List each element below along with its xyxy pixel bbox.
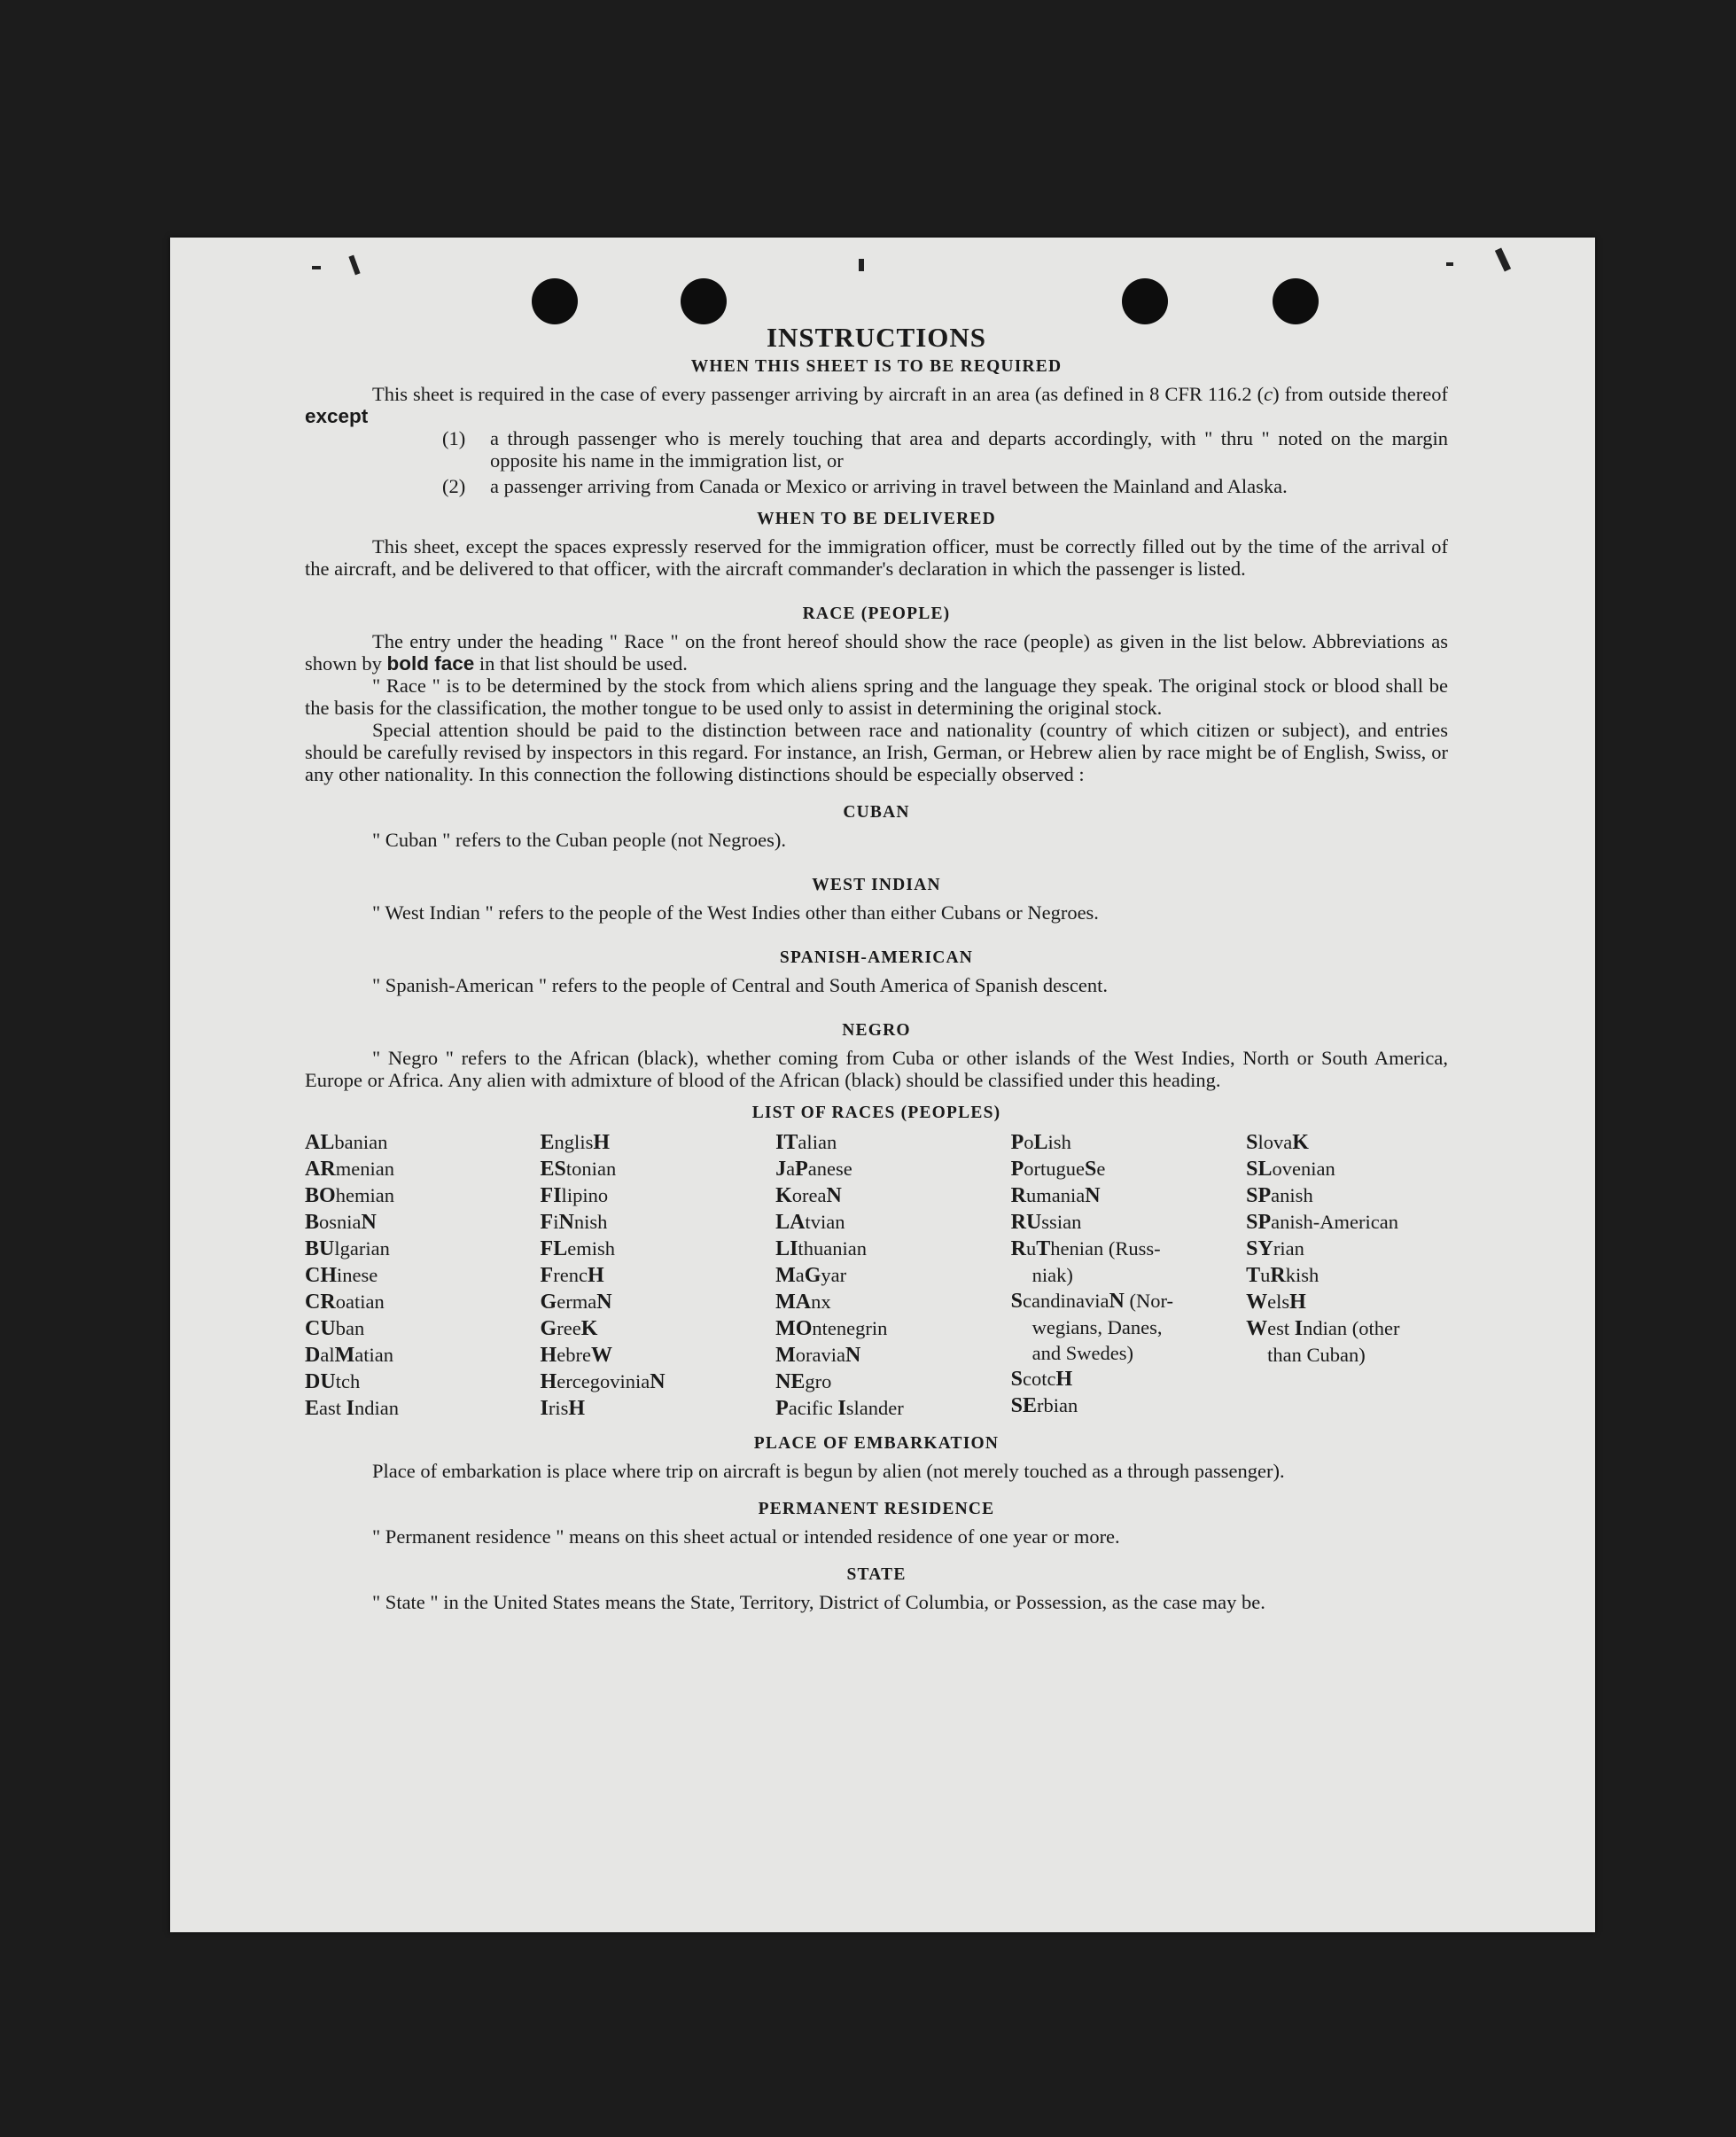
paragraph-race-3: Special attention should be paid to the distinction between race and nationality (country of which citizen or subject), and entries should be carefully revised by inspectors in this regard. For instance, an Irish, German, or Hebrew alien by race might be of English, Swiss, or any other nationality. In this connection the following distinctions should be especially observed : [305, 719, 1448, 785]
race-entry: MoraviaN [775, 1344, 861, 1367]
race-entry: NEgro [775, 1370, 832, 1393]
race-entry: DUtch [305, 1370, 361, 1393]
paragraph-required [305, 383, 1448, 427]
heading-cuban: CUBAN [843, 803, 910, 822]
scan-mark [859, 259, 864, 271]
emphasis-except: except [305, 405, 369, 427]
race-entry: DalMatian [305, 1344, 394, 1367]
race-entry: BOhemian [305, 1184, 394, 1207]
paragraph-race-1 [305, 630, 1448, 675]
race-entry: CUban [305, 1317, 365, 1340]
race-entry: EnglisH [540, 1131, 611, 1154]
race-entry: GermaN [540, 1291, 612, 1314]
race-entry: niak) [1031, 1264, 1073, 1286]
text-segment: The entry under the heading " Race " on the front hereof should show the race (people) as given in the list below. Abbreviations as shown by [305, 630, 1448, 675]
race-entry: LAtvian [775, 1211, 845, 1234]
race-list [305, 1129, 1448, 1422]
paragraph-spanish-american: " Spanish-American " refers to the people of Central and South America of Spanish descent. [372, 974, 1109, 996]
scan-mark [312, 266, 321, 269]
race-entry: Pacific Islander [775, 1397, 904, 1420]
race-entry: LIthuanian [775, 1237, 867, 1260]
paragraph-permanent-residence: " Permanent residence " means on this sheet actual or intended residence of one year or more. [372, 1525, 1120, 1548]
paragraph-embarkation: Place of embarkation is place where trip on aircraft is begun by alien (not merely touched as a through passenger). [372, 1460, 1285, 1482]
text-segment: c [1264, 383, 1273, 405]
race-entry: SLovenian [1246, 1158, 1335, 1181]
race-column [541, 1129, 776, 1422]
race-entry: SPanish [1246, 1184, 1313, 1207]
race-column [775, 1129, 1011, 1422]
race-entry: ScandinaviaN (Nor- [1010, 1290, 1173, 1313]
race-entry: MaGyar [775, 1264, 847, 1287]
heading-negro: NEGRO [842, 1021, 911, 1040]
paragraph-cuban: " Cuban " refers to the Cuban people (not Negroes). [372, 829, 786, 851]
heading-embarkation: PLACE OF EMBARKATION [753, 1434, 1000, 1453]
paragraph-negro: " Negro " refers to the African (black), whether coming from Cuba or other islands of the West Indies, North or South America, Europe or Africa. Any alien with admixture of blood of the African (black) should be classified under this heading. [305, 1047, 1448, 1091]
race-entry: TuRkish [1246, 1264, 1320, 1287]
instructions-content [305, 322, 1448, 1613]
heading-when-required: WHEN THIS SHEET IS TO BE REQUIRED [690, 357, 1063, 376]
page-title: INSTRUCTIONS [766, 322, 986, 353]
race-entry: RumaniaN [1010, 1184, 1101, 1207]
race-entry: ARmenian [305, 1158, 394, 1181]
punch-hole [681, 278, 727, 324]
paragraph-west-indian: " West Indian " refers to the people of the West Indies other than either Cubans or Negroes. [372, 901, 1099, 924]
race-entry: West Indian (other [1246, 1317, 1400, 1340]
list-number: (2) [442, 475, 466, 497]
race-entry: FrencH [540, 1264, 604, 1287]
race-entry: SErbian [1010, 1394, 1078, 1417]
list-text: a through passenger who is merely touching that area and departs accordingly, with " thru " noted on the margin opposite his name in the immigration list, or [490, 427, 1448, 472]
race-entry: PortugueSe [1010, 1158, 1106, 1181]
race-entry: ScotcH [1010, 1368, 1073, 1391]
race-entry: SPanish-American [1246, 1211, 1398, 1234]
race-entry: GreeK [540, 1317, 598, 1340]
heading-list-of-races: LIST OF RACES (PEOPLES) [751, 1104, 1001, 1122]
race-entry: KoreaN [775, 1184, 842, 1207]
race-entry: than Cuban) [1267, 1344, 1366, 1366]
race-entry: MAnx [775, 1291, 831, 1314]
heading-spanish-american: SPANISH-AMERICAN [779, 948, 974, 967]
race-column [1011, 1129, 1247, 1422]
scan-mark [1495, 248, 1511, 272]
race-entry: wegians, Danes, [1031, 1316, 1163, 1338]
race-entry: RuThenian (Russ- [1010, 1237, 1161, 1260]
punch-hole [532, 278, 578, 324]
race-entry: FLemish [540, 1237, 616, 1260]
heading-state: STATE [846, 1565, 907, 1584]
race-entry: ITalian [775, 1131, 837, 1154]
paragraph-state: " State " in the United States means the State, Territory, District of Columbia, or Possession, as the case may be. [372, 1591, 1265, 1613]
emphasis-bold-face: bold face [386, 652, 475, 675]
race-entry: WelsH [1246, 1291, 1306, 1314]
race-entry: BosniaN [305, 1211, 377, 1234]
list-item [305, 427, 1448, 472]
race-column [305, 1129, 541, 1422]
race-entry: JaPanese [775, 1158, 852, 1181]
race-entry: EStonian [540, 1158, 617, 1181]
race-entry: SYrian [1246, 1237, 1304, 1260]
race-entry: CRoatian [305, 1291, 385, 1314]
race-entry: CHinese [305, 1264, 378, 1287]
race-entry: East Indian [305, 1397, 400, 1420]
race-entry: HercegoviniaN [540, 1370, 666, 1393]
text-segment: in that list should be used. [474, 652, 688, 675]
punch-hole [1122, 278, 1168, 324]
list-text: a passenger arriving from Canada or Mexico or arriving in travel between the Mainland and Alaska. [490, 475, 1288, 497]
heading-west-indian: WEST INDIAN [812, 876, 941, 894]
paragraph-delivered: This sheet, except the spaces expressly reserved for the immigration officer, must be correctly filled out by the time of the arrival of the aircraft, and be delivered to that officer, with the aircraft commander's declaration in which the passenger is listed. [305, 535, 1448, 580]
scan-mark [348, 255, 360, 276]
race-column [1246, 1129, 1448, 1422]
text-segment: This sheet is required in the case of every passenger arriving by aircraft in an area (as defined in 8 CFR 116.2 ( [372, 383, 1265, 405]
race-entry: FiNnish [540, 1211, 608, 1234]
heading-permanent-residence: PERMANENT RESIDENCE [758, 1500, 995, 1518]
race-entry: RUssian [1010, 1211, 1082, 1234]
heading-race: RACE (PEOPLE) [802, 604, 951, 623]
race-entry: MOntenegrin [775, 1317, 888, 1340]
race-entry: SlovaK [1246, 1131, 1309, 1154]
race-entry: and Swedes) [1031, 1342, 1133, 1364]
race-entry: IrisH [540, 1397, 586, 1420]
race-entry: ALbanian [305, 1131, 388, 1154]
scan-mark [1446, 262, 1453, 266]
race-entry: HebreW [540, 1344, 612, 1367]
document-page [170, 238, 1595, 1932]
text-segment: ) from outside thereof [1273, 383, 1448, 405]
race-entry: FIlipino [540, 1184, 609, 1207]
list-item [305, 475, 1448, 497]
punch-hole [1273, 278, 1319, 324]
list-number: (1) [442, 427, 466, 449]
paragraph-race-2: " Race " is to be determined by the stock from which aliens spring and the language they speak. The original stock or blood shall be the basis for the classification, the mother tongue to be used only to assist in determining the original stock. [305, 675, 1448, 719]
race-entry: BUlgarian [305, 1237, 390, 1260]
heading-when-delivered: WHEN TO BE DELIVERED [757, 510, 996, 528]
race-entry: PoLish [1010, 1131, 1071, 1154]
